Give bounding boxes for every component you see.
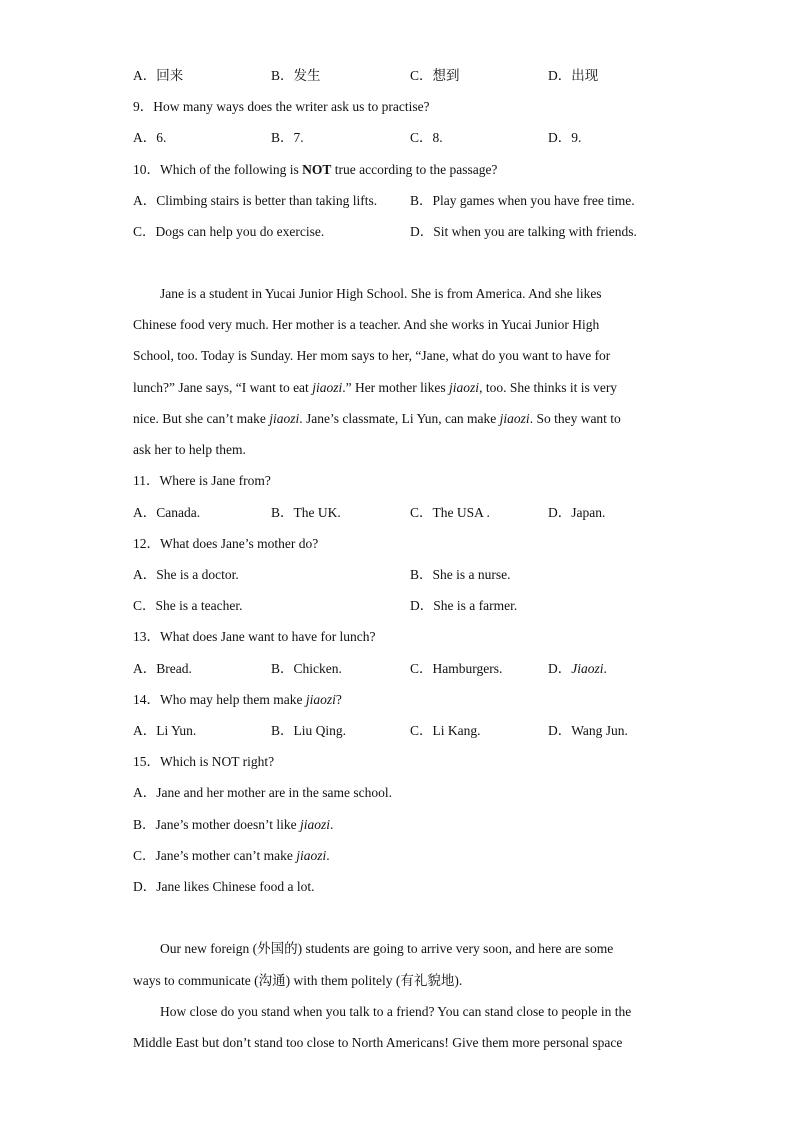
q11-option-d: D．Japan. xyxy=(548,505,606,520)
q12-stem: 12．What does Jane’s mother do? xyxy=(133,536,319,551)
q8-option-d: D．出现 xyxy=(548,68,599,83)
q15-option-c: C．Jane’s mother can’t make jiaozi. xyxy=(133,848,330,863)
passage2-line-2: Chinese food very much. Her mother is a teacher. And she works in Yucai Junior High xyxy=(133,317,600,332)
q11-option-b: B．The UK. xyxy=(271,505,341,520)
q9-option-a: A．6. xyxy=(133,130,167,145)
q8-option-b: B．发生 xyxy=(271,68,321,83)
q15-option-d: D．Jane likes Chinese food a lot. xyxy=(133,879,315,894)
q14-option-d: D．Wang Jun. xyxy=(548,723,628,738)
q11-option-c: C．The USA . xyxy=(410,505,490,520)
q10-option-b: B．Play games when you have free time. xyxy=(410,193,635,208)
q9-stem: 9．How many ways does the writer ask us to practise? xyxy=(133,99,430,114)
passage2-line-3: School, too. Today is Sunday. Her mom says to her, “Jane, what do you want to have for xyxy=(133,348,611,363)
q15-option-a: A．Jane and her mother are in the same school. xyxy=(133,785,393,800)
q12-option-a: A．She is a doctor. xyxy=(133,567,239,582)
q11-stem: 11．Where is Jane from? xyxy=(133,473,271,488)
q12-option-d: D．She is a farmer. xyxy=(410,598,518,613)
q13-option-c: C．Hamburgers. xyxy=(410,661,503,676)
q9-option-b: B．7. xyxy=(271,130,304,145)
passage3-line-4: Middle East but don’t stand too close to North Americans! Give them more personal space xyxy=(133,1035,623,1050)
passage2-line-1: Jane is a student in Yucai Junior High School. She is from America. And she likes xyxy=(160,286,602,301)
q14-option-a: A．Li Yun. xyxy=(133,723,197,738)
passage3-line-3: How close do you stand when you talk to a friend? You can stand close to people in the xyxy=(160,1004,632,1019)
q14-option-b: B．Liu Qing. xyxy=(271,723,347,738)
q8-option-a: A．回来 xyxy=(133,68,184,83)
q12-option-c: C．She is a teacher. xyxy=(133,598,243,613)
q10-option-a: A．Climbing stairs is better than taking lifts. xyxy=(133,193,378,208)
passage2-line-6: ask her to help them. xyxy=(133,442,246,457)
q12-option-b: B．She is a nurse. xyxy=(410,567,511,582)
passage2-line-5: nice. But she can’t make jiaozi. Jane’s classmate, Li Yun, can make jiaozi. So they want to xyxy=(133,411,621,426)
q14-stem: 14．Who may help them make jiaozi? xyxy=(133,692,342,707)
q10-option-c: C．Dogs can help you do exercise. xyxy=(133,224,325,239)
q10-option-d: D．Sit when you are talking with friends. xyxy=(410,224,637,239)
q13-option-a: A．Bread. xyxy=(133,661,192,676)
q8-option-c: C．想到 xyxy=(410,68,460,83)
passage3-line-1: Our new foreign (外国的) students are going to arrive very soon, and here are some xyxy=(160,941,614,956)
passage3-line-2: ways to communicate (沟通) with them politely (有礼貌地). xyxy=(133,973,463,988)
q13-option-b: B．Chicken. xyxy=(271,661,342,676)
q13-stem: 13．What does Jane want to have for lunch? xyxy=(133,629,376,644)
q9-option-d: D．9. xyxy=(548,130,582,145)
q9-option-c: C．8. xyxy=(410,130,443,145)
q15-stem: 15．Which is NOT right? xyxy=(133,754,275,769)
q15-option-b: B．Jane’s mother doesn’t like jiaozi. xyxy=(133,817,334,832)
q14-option-c: C．Li Kang. xyxy=(410,723,481,738)
q11-option-a: A．Canada. xyxy=(133,505,201,520)
q13-option-d: D．Jiaozi. xyxy=(548,661,607,676)
passage2-line-4: lunch?” Jane says, “I want to eat jiaozi.” Her mother likes jiaozi, too. She thinks it is very xyxy=(133,380,618,395)
q10-stem: 10．Which of the following is NOT true according to the passage? xyxy=(133,162,498,177)
